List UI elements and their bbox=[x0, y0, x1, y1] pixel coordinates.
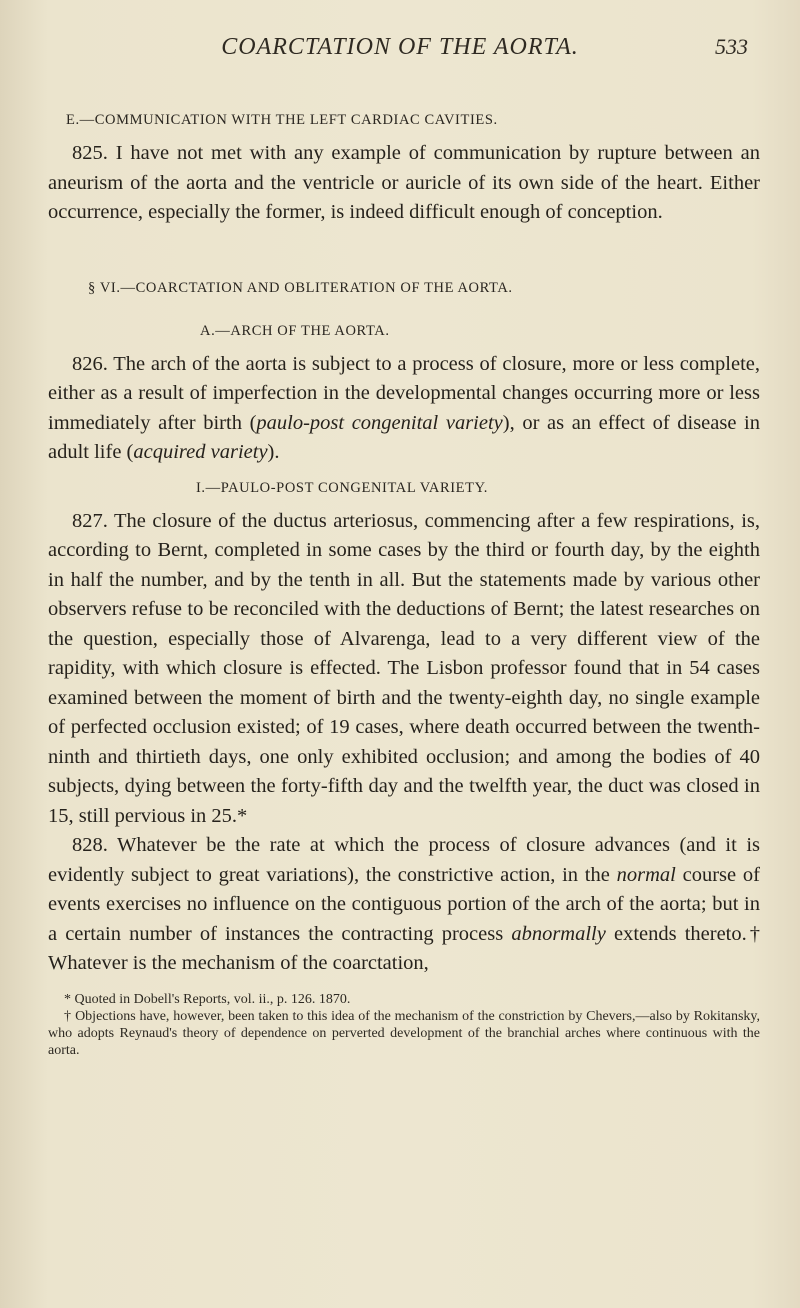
paragraph-828-text: extends thereto.† Whatever is the mechanism of the coarctation, bbox=[48, 922, 760, 974]
paragraph-826-italic-congenital: paulo-post congenital variety bbox=[256, 411, 503, 434]
page-body bbox=[48, 112, 760, 1059]
paragraph-828 bbox=[48, 831, 760, 979]
paragraph-826-italic-acquired: acquired variety bbox=[133, 441, 268, 463]
running-title: COARCTATION OF THE AORTA. bbox=[221, 34, 579, 60]
footnotes bbox=[48, 991, 760, 1059]
paragraph-825: 825. I have not met with any example of communication by rupture between an aneurism of the aorta and the ventricle or auricle of its own side of the heart. Either occurrence, especially the former, is indeed difficult enough of conception. bbox=[48, 142, 760, 223]
section-heading-coarctation: § VI.—COARCTATION AND OBLITERATION OF THE AORTA. bbox=[88, 279, 513, 296]
subheading-paulo-post-variety: I.—PAULO-POST CONGENITAL VARIETY. bbox=[196, 479, 489, 496]
paragraph-826 bbox=[48, 350, 760, 468]
paragraph-826-text: 826. The arch of the aorta is subject to a process of closure, more or less complete, either as a result of imperfection in the developmental changes occurring more or less immediately after birth ( bbox=[48, 352, 760, 434]
paragraph-826-text: ). bbox=[267, 441, 280, 463]
paragraph-828-text: 828. Whatever be the rate at which the process of closure advances (and it is evidently subject to great variations), the constrictive action, in the bbox=[48, 834, 760, 886]
heading-communication-left-cavities: E.—COMMUNICATION WITH THE LEFT CARDIAC CAVITIES. bbox=[66, 112, 498, 128]
paragraph-828-italic-normal: normal bbox=[616, 863, 676, 886]
footnote-star: * Quoted in Dobell's Reports, vol. ii., p. 126. 1870. bbox=[64, 991, 351, 1007]
page-number: 533 bbox=[715, 34, 748, 59]
paragraph-826-text: ), or as an effect of disease in adult life ( bbox=[48, 411, 761, 463]
paragraph-828-italic-abnormally: abnormally bbox=[511, 922, 606, 945]
paragraph-828-text: course of events exercises no influence on the contiguous portion of the arch of the aorta; but in a certain number of instances the contracting process bbox=[48, 863, 760, 945]
footnote-dagger: † Objections have, however, been taken to this idea of the mechanism of the constriction by Chevers,—also by Rokitansky, who adopts Reynaud's theory of dependence on perverted development of the branchial arches where continuous with the aorta. bbox=[48, 1008, 760, 1058]
paragraph-827: 827. The closure of the ductus arteriosus, commencing after a few respirations, is, according to Bernt, completed in some cases by the third or fourth day, by the eighth in half the number, and by the tenth in all. But the statements made by various other observers refuse to be reconciled with the deductions of Bernt; the latest researches on the question, especially those of Alvarenga, lead to a very different view of the rapidity, with which closure is effected. The Lisbon professor found that in 54 cases examined between the moment of birth and the twenty-eighth day, no single example of perfected occlusion existed; of 19 cases, where death occurred between the twenth-ninth and thirtieth days, one only exhibited occlusion; and among the bodies of 40 subjects, dying between the forty-fifth day and the twelfth year, the duct was closed in 15, still pervious in 25.* bbox=[48, 509, 760, 827]
running-head bbox=[0, 34, 800, 64]
subheading-arch-of-aorta: A.—ARCH OF THE AORTA. bbox=[200, 322, 390, 339]
